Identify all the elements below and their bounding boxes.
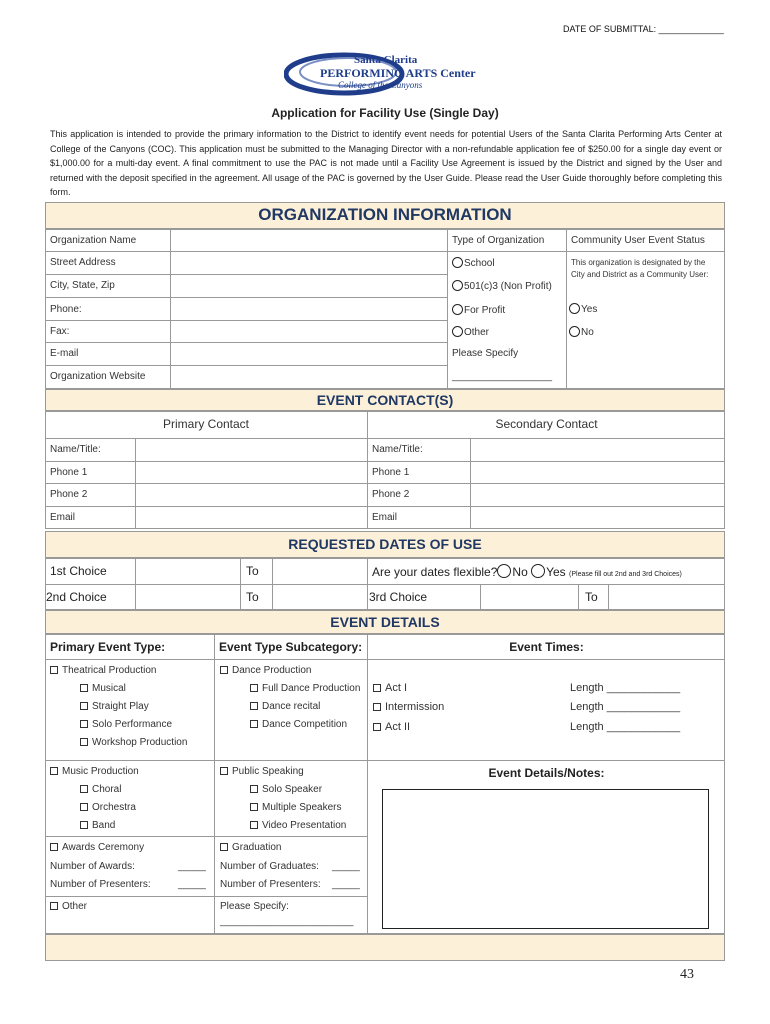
solo-performance-label: Solo Performance	[92, 719, 173, 730]
secondary-name-label: Name/Title:	[372, 444, 423, 455]
intermission-length[interactable]: Length ____________	[570, 701, 681, 713]
first-choice-end-input[interactable]	[273, 559, 367, 584]
please-specify-line[interactable]: ________________________	[220, 916, 354, 927]
straight-play-option[interactable]	[80, 701, 149, 712]
org-street-input[interactable]	[171, 252, 447, 274]
checkbox-icon[interactable]	[80, 684, 88, 692]
dance-option[interactable]	[220, 665, 312, 676]
checkbox-icon[interactable]	[250, 821, 258, 829]
checkbox-icon[interactable]	[373, 703, 381, 711]
checkbox-icon[interactable]	[50, 902, 58, 910]
radio-icon[interactable]	[452, 326, 463, 337]
primary-name-input[interactable]	[136, 439, 366, 461]
radio-icon[interactable]	[452, 257, 463, 268]
awards-presenters-label: Number of Presenters:	[50, 879, 151, 890]
third-choice-date-input[interactable]	[481, 585, 578, 610]
org-name-input[interactable]	[171, 230, 447, 251]
intermission-label: Intermission	[385, 701, 445, 713]
logo-line-3: College of the Canyons	[338, 80, 423, 90]
logo-line-2: PERFORMING ARTS Center	[320, 66, 476, 80]
checkbox-icon[interactable]	[250, 803, 258, 811]
status-note: This organization is designated by the City and District as a Community User:	[571, 258, 709, 279]
solo-speaker-option[interactable]	[250, 784, 322, 795]
awards-label: Awards Ceremony	[62, 842, 145, 853]
checkbox-icon[interactable]	[80, 702, 88, 710]
first-choice-label	[50, 564, 107, 578]
org-type-school-label: School	[464, 258, 495, 269]
org-type-other-label: Other	[464, 327, 490, 338]
checkbox-icon[interactable]	[250, 702, 258, 710]
first-choice-to: To	[246, 564, 259, 578]
full-dance-option[interactable]	[250, 683, 360, 694]
org-type-forprofit[interactable]	[452, 304, 505, 316]
secondary-phone1-input[interactable]	[471, 462, 724, 483]
music-option[interactable]	[50, 766, 139, 777]
flex-note: (Please fill out 2nd and 3rd Choices)	[569, 571, 682, 578]
solo-performance-option[interactable]	[80, 719, 172, 730]
workshop-production-option[interactable]	[80, 737, 187, 748]
checkbox-icon[interactable]	[373, 684, 381, 692]
org-field-phone: Phone:	[50, 304, 82, 315]
secondary-phone2-input[interactable]	[471, 484, 724, 506]
second-choice-end-input[interactable]	[273, 585, 367, 610]
status-yes-label: Yes	[581, 304, 598, 315]
radio-icon[interactable]	[452, 280, 463, 291]
checkbox-icon[interactable]	[220, 843, 228, 851]
dance-label: Dance Production	[232, 665, 312, 676]
secondary-phone2-label: Phone 2	[372, 489, 410, 500]
theatrical-option[interactable]	[50, 665, 157, 676]
org-field-email: E-mail	[50, 348, 79, 359]
checkbox-icon[interactable]	[250, 720, 258, 728]
org-specify-line[interactable]: __________________	[452, 371, 553, 382]
org-field-street: Street Address	[50, 257, 116, 268]
org-field-name: Organization Name	[50, 235, 137, 246]
video-presentation-label: Video Presentation	[262, 820, 347, 831]
graduation-option[interactable]	[220, 842, 281, 853]
details-heading: EVENT DETAILS	[330, 614, 440, 630]
checkbox-icon[interactable]	[50, 666, 58, 674]
org-specify-label: Please Specify	[452, 348, 519, 359]
org-type-forprofit-label: For Profit	[464, 305, 506, 316]
primary-contact-label: Primary Contact	[162, 417, 250, 431]
status-no-label: No	[581, 327, 594, 338]
org-field-website: Organization Website	[50, 371, 146, 382]
awards-presenters-blank[interactable]: _____	[178, 879, 206, 890]
primary-event-type-head: Primary Event Type:	[50, 640, 166, 654]
subcategory-head: Event Type Subcategory:	[219, 640, 363, 654]
radio-icon[interactable]	[452, 304, 463, 315]
primary-phone2-label: Phone 2	[50, 489, 88, 500]
intro-paragraph: This application is intended to provide the primary information to the District to identify event needs for potential Users of the Santa Clarita Performing Arts Center at College of the Canyons (COC). This application must be submitted to the Managing Director with a non-refundable application fee of $250.00 for a single day event or $1,000.00 for a multi-day event. A final commitment to use the PAC is not made until a Facility Use Agreement is issued by the District and signed by the User and returned with the deposit specified in the agreement. All usage of the PAC is governed by the User Guide. Please read the User Guide thoroughly before completing this form.	[50, 129, 722, 197]
date-of-submittal: DATE OF SUBMITTAL: _____________	[563, 24, 724, 34]
primary-name-label: Name/Title:	[50, 444, 101, 455]
org-website-input[interactable]	[171, 366, 447, 388]
flex-question	[372, 564, 682, 579]
workshop-production-label: Workshop Production	[92, 737, 188, 748]
secondary-phone1-label: Phone 1	[372, 467, 410, 478]
flex-question-text: Are your dates flexible?	[372, 565, 498, 579]
choral-label: Choral	[92, 784, 122, 795]
please-specify-label: Please Specify:	[220, 901, 289, 912]
graduates-count-blank[interactable]: _____	[332, 861, 360, 872]
checkbox-icon[interactable]	[80, 785, 88, 793]
secondary-contact-label: Secondary Contact	[495, 417, 598, 431]
org-phone-input[interactable]	[171, 298, 447, 320]
status-label: Community User Event Status	[571, 235, 705, 246]
org-type-school[interactable]	[452, 257, 495, 269]
full-dance-label: Full Dance Production	[262, 683, 361, 694]
video-presentation-option[interactable]	[250, 820, 346, 831]
orchestra-label: Orchestra	[92, 802, 136, 813]
status-no[interactable]	[569, 326, 594, 338]
third-choice-end-input[interactable]	[609, 585, 724, 610]
org-fax-input[interactable]	[171, 321, 447, 342]
org-type-nonprofit-label: 501(c)3 (Non Profit)	[464, 281, 552, 292]
checkbox-icon[interactable]	[80, 720, 88, 728]
checkbox-icon[interactable]	[373, 723, 381, 731]
org-heading: ORGANIZATION INFORMATION	[258, 205, 512, 224]
intermission-option[interactable]	[373, 701, 444, 713]
graduates-count-label: Number of Graduates:	[220, 861, 319, 872]
event-times-head: Event Times:	[509, 640, 584, 654]
multiple-speakers-label: Multiple Speakers	[262, 802, 342, 813]
first-choice-text: 1st Choice	[50, 564, 107, 578]
graduation-presenters-label: Number of Presenters:	[220, 879, 321, 890]
choral-option[interactable]	[80, 784, 121, 795]
first-choice-date-input[interactable]	[136, 559, 240, 584]
music-label: Music Production	[62, 766, 139, 777]
page-number: 43	[680, 967, 694, 982]
status-yes[interactable]	[569, 303, 597, 315]
org-field-city: City, State, Zip	[50, 280, 115, 291]
awards-option[interactable]	[50, 842, 144, 853]
other-option[interactable]	[50, 901, 87, 912]
logo-line-1: Santa Clarita	[354, 54, 418, 66]
radio-icon[interactable]	[531, 564, 545, 578]
dance-competition-option[interactable]	[250, 719, 347, 730]
speaking-label: Public Speaking	[232, 766, 304, 777]
multiple-speakers-option[interactable]	[250, 802, 341, 813]
band-option[interactable]	[80, 820, 115, 831]
event-notes-head: Event Details/Notes:	[488, 766, 605, 780]
secondary-email-label: Email	[372, 512, 398, 523]
radio-icon[interactable]	[497, 564, 511, 578]
primary-email-label: Email	[50, 512, 76, 523]
page-title: Application for Facility Use (Single Day)	[271, 106, 499, 120]
primary-phone1-input[interactable]	[136, 462, 366, 483]
org-city-input[interactable]	[171, 275, 447, 297]
act2-option[interactable]	[373, 721, 410, 733]
secondary-email-input[interactable]	[471, 507, 724, 528]
flex-no-label: No	[512, 565, 528, 579]
primary-phone2-input[interactable]	[136, 484, 366, 506]
checkbox-icon[interactable]	[50, 843, 58, 851]
graduation-label: Graduation	[232, 842, 282, 853]
second-choice-label: 2nd Choice	[46, 590, 107, 604]
dance-recital-label: Dance recital	[262, 701, 321, 712]
primary-phone1-label: Phone 1	[50, 467, 88, 478]
org-type-other[interactable]	[452, 326, 489, 338]
graduation-presenters-blank[interactable]: _____	[332, 879, 360, 890]
musical-label: Musical	[92, 683, 126, 694]
radio-icon[interactable]	[569, 326, 580, 337]
solo-speaker-label: Solo Speaker	[262, 784, 323, 795]
secondary-name-input[interactable]	[471, 439, 724, 461]
straight-play-label: Straight Play	[92, 701, 149, 712]
musical-option[interactable]	[80, 683, 126, 694]
band-label: Band	[92, 820, 116, 831]
primary-email-input[interactable]	[136, 507, 366, 528]
checkbox-icon[interactable]	[80, 738, 88, 746]
act1-option[interactable]	[373, 682, 407, 694]
flex-yes-label: Yes	[546, 565, 566, 579]
checkbox-icon[interactable]	[220, 767, 228, 775]
orchestra-option[interactable]	[80, 802, 136, 813]
org-email-input[interactable]	[171, 343, 447, 365]
dance-recital-option[interactable]	[250, 701, 320, 712]
event-notes-textarea[interactable]	[382, 789, 709, 929]
act1-length[interactable]: Length ____________	[570, 682, 681, 694]
third-choice-label: 3rd Choice	[369, 590, 428, 604]
other-label: Other	[62, 901, 88, 912]
radio-icon[interactable]	[569, 303, 580, 314]
second-choice-to: To	[246, 590, 259, 604]
checkbox-icon[interactable]	[80, 803, 88, 811]
act1-label: Act I	[385, 682, 408, 694]
logo	[284, 48, 489, 96]
speaking-option[interactable]	[220, 766, 304, 777]
awards-count-blank[interactable]: _____	[178, 861, 206, 872]
awards-count-label: Number of Awards:	[50, 861, 135, 872]
checkbox-icon[interactable]	[220, 666, 228, 674]
theatrical-label: Theatrical Production	[62, 665, 157, 676]
org-type-label: Type of Organization	[452, 235, 545, 246]
second-choice-date-input[interactable]	[136, 585, 240, 610]
dates-heading: REQUESTED DATES OF USE	[288, 536, 482, 552]
contacts-heading: EVENT CONTACT(S)	[316, 392, 454, 408]
act2-label: Act II	[385, 721, 411, 733]
checkbox-icon[interactable]	[250, 785, 258, 793]
checkbox-icon[interactable]	[250, 684, 258, 692]
act2-length[interactable]: Length ____________	[570, 721, 681, 733]
org-field-fax: Fax:	[50, 326, 70, 337]
dance-competition-label: Dance Competition	[262, 719, 348, 730]
org-type-nonprofit[interactable]	[452, 280, 552, 292]
checkbox-icon[interactable]	[50, 767, 58, 775]
third-choice-to: To	[585, 590, 598, 604]
checkbox-icon[interactable]	[80, 821, 88, 829]
footer-band	[45, 934, 725, 961]
